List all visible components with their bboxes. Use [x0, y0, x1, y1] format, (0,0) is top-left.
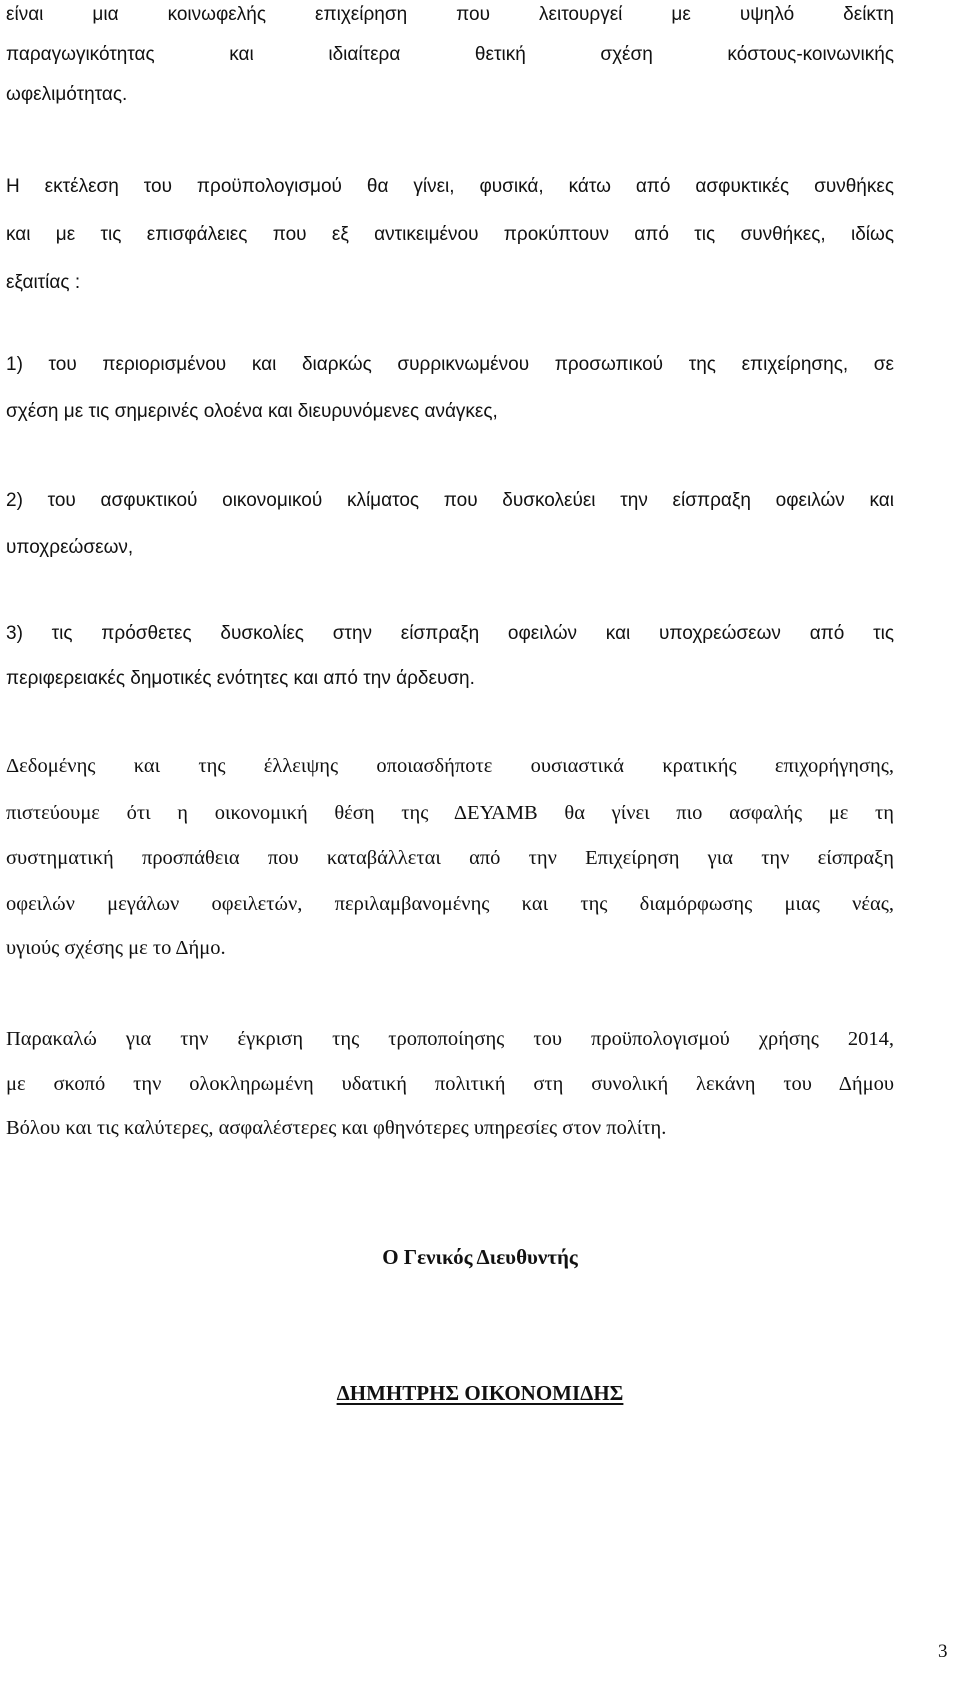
item-3-line-1: 3) τις πρόσθετες δυσκολίες στην είσπραξη οφειλών και υποχρεώσεων από τις — [6, 623, 894, 644]
execution-line-2: και με τις επισφάλειες που εξ αντικειμένου προκύπτουν από τις συνθήκες, ιδίως — [6, 224, 894, 245]
execution-line-1: Η εκτέλεση του προϋπολογισμού θα γίνει, φυσικά, κάτω από ασφυκτικές συνθήκες — [6, 176, 894, 197]
intro-line-1: είναι μια κοινωφελής επιχείρηση που λειτουργεί με υψηλό δείκτη — [6, 4, 894, 25]
item-1-line-2: σχέση με τις σημερινές ολοένα και διευρυνόμενες ανάγκες, — [6, 401, 498, 422]
intro-line-2: παραγωγικότητας και ιδιαίτερα θετική σχέση κόστους-κοινωνικής — [6, 44, 894, 65]
execution-line-3: εξαιτίας : — [6, 272, 81, 293]
finance-line-1: Δεδομένης και της έλλειψης οποιασδήποτε ουσιαστικά κρατικής επιχορήγησης, — [6, 755, 894, 777]
item-2-line-1: 2) του ασφυκτικού οικονομικού κλίματος που δυσκολεύει την είσπραξη οφειλών και — [6, 490, 894, 511]
signature-name: ΔΗΜΗΤΡΗΣ ΟΙΚΟΝΟΜΙΔΗΣ — [336, 1381, 624, 1405]
finance-line-4: οφειλών μεγάλων οφειλετών, περιλαμβανομένης και της διαμόρφωσης μιας νέας, — [6, 893, 894, 915]
request-line-2: με σκοπό την ολοκληρωμένη υδατική πολιτική στη συνολική λεκάνη του Δήμου — [6, 1073, 894, 1095]
finance-line-3: συστηματική προσπάθεια που καταβάλλεται από την Επιχείρηση για την είσπραξη — [6, 847, 894, 869]
item-2-line-2: υποχρεώσεων, — [6, 537, 134, 558]
item-1-line-1: 1) του περιορισμένου και διαρκώς συρρικνωμένου προσωπικού της επιχείρησης, σε — [6, 354, 894, 375]
request-line-3: Βόλου και τις καλύτερες, ασφαλέστερες και φθηνότερες υπηρεσίες στον πολίτη. — [6, 1117, 667, 1139]
intro-line-3: ωφελιμότητας. — [6, 84, 128, 105]
item-3-line-2: περιφερειακές δημοτικές ενότητες και από την άρδευση. — [6, 668, 475, 689]
finance-line-2: πιστεύουμε ότι η οικονομική θέση της ΔΕΥΑΜΒ θα γίνει πιο ασφαλής με τη — [6, 802, 894, 824]
finance-line-5: υγιούς σχέσης με το Δήμο. — [6, 937, 226, 959]
page-number: 3 — [938, 1641, 948, 1662]
request-line-1: Παρακαλώ για την έγκριση της τροποποίησης του προϋπολογισμού χρήσης 2014, — [6, 1028, 894, 1050]
signature-name-wrap — [0, 1378, 960, 1408]
signature-title: Ο Γενικός Διευθυντής — [382, 1245, 578, 1269]
